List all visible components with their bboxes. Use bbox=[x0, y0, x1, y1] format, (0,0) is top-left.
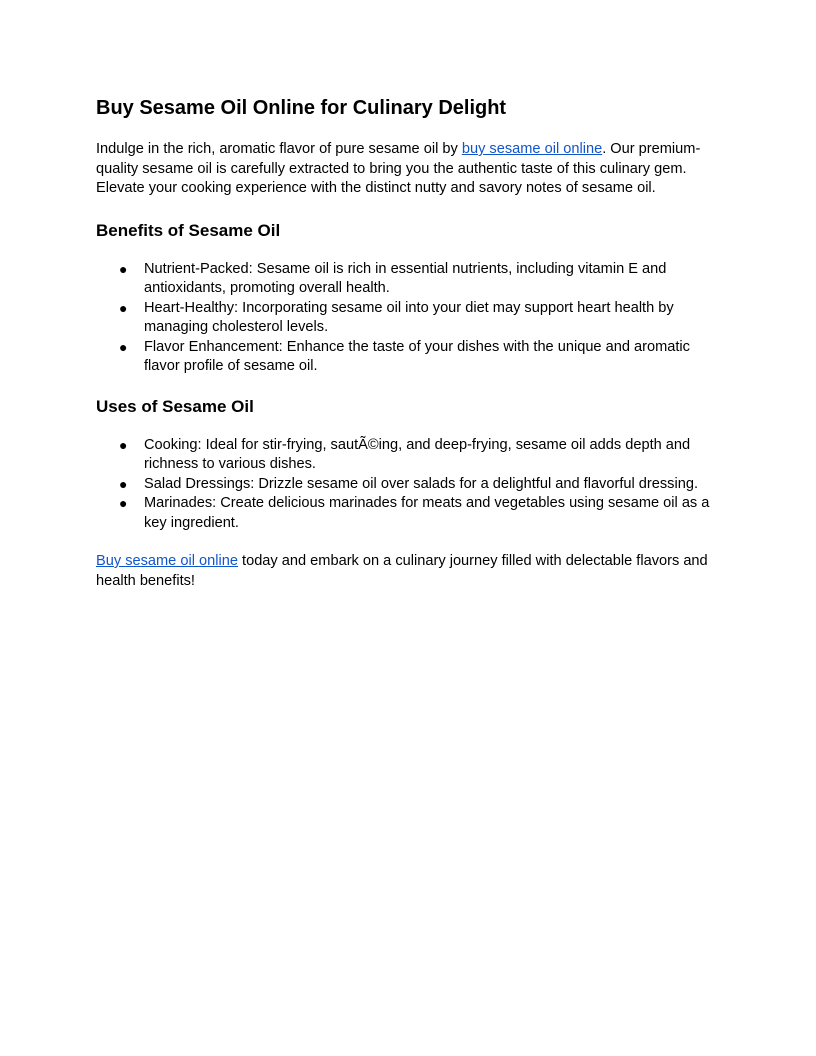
list-item-text: Marinades: Create delicious marinades for meats and vegetables using sesame oil as a key ingredient. bbox=[144, 495, 710, 531]
bullet-icon: ● bbox=[119, 338, 128, 355]
bullet-icon: ● bbox=[119, 475, 128, 492]
list-item-text: Flavor Enhancement: Enhance the taste of your dishes with the unique and aromatic flavor profile of sesame oil. bbox=[144, 338, 690, 374]
document-title: Buy Sesame Oil Online for Culinary Delight bbox=[96, 97, 507, 119]
closing-paragraph bbox=[96, 552, 720, 591]
intro-text-after-link: . Our premium-quality sesame oil is carefully extracted to bring you the authentic taste of this culinary gem. Elevate your cooking experience with the distinct nutty and savory notes of sesame oil. bbox=[96, 141, 701, 196]
list-item-text: Cooking: Ideal for stir-frying, sautÃ©ing, and deep-frying, sesame oil adds depth and richness to various dishes. bbox=[144, 436, 691, 472]
list-item bbox=[96, 299, 720, 338]
intro-paragraph bbox=[96, 140, 720, 199]
bullet-icon: ● bbox=[119, 260, 128, 277]
benefits-heading: Benefits of Sesame Oil bbox=[96, 220, 281, 240]
bullet-icon: ● bbox=[119, 299, 128, 316]
list-item-text: Nutrient-Packed: Sesame oil is rich in essential nutrients, including vitamin E and antioxidants, promoting overall health. bbox=[144, 260, 667, 296]
bullet-icon: ● bbox=[119, 436, 128, 453]
benefits-list bbox=[96, 260, 720, 377]
list-item bbox=[96, 475, 720, 495]
closing-buy-link[interactable]: Buy sesame oil online bbox=[96, 553, 238, 569]
list-item bbox=[96, 494, 720, 533]
list-item bbox=[96, 260, 720, 299]
list-item-text: Heart-Healthy: Incorporating sesame oil into your diet may support heart health by managing cholesterol levels. bbox=[144, 299, 674, 335]
intro-buy-link[interactable]: buy sesame oil online bbox=[461, 141, 603, 157]
list-item-text: Salad Dressings: Drizzle sesame oil over salads for a delightful and flavorful dressing. bbox=[144, 475, 699, 492]
uses-heading: Uses of Sesame Oil bbox=[96, 396, 254, 416]
document-page bbox=[96, 92, 720, 591]
intro-text-before-link: Indulge in the rich, aromatic flavor of pure sesame oil by bbox=[96, 141, 462, 157]
list-item bbox=[96, 436, 720, 475]
bullet-icon: ● bbox=[119, 495, 128, 511]
closing-text-after-link: today and embark on a culinary journey filled with delectable flavors and health benefits! bbox=[96, 553, 708, 589]
list-item bbox=[96, 338, 720, 377]
uses-list bbox=[96, 436, 720, 534]
